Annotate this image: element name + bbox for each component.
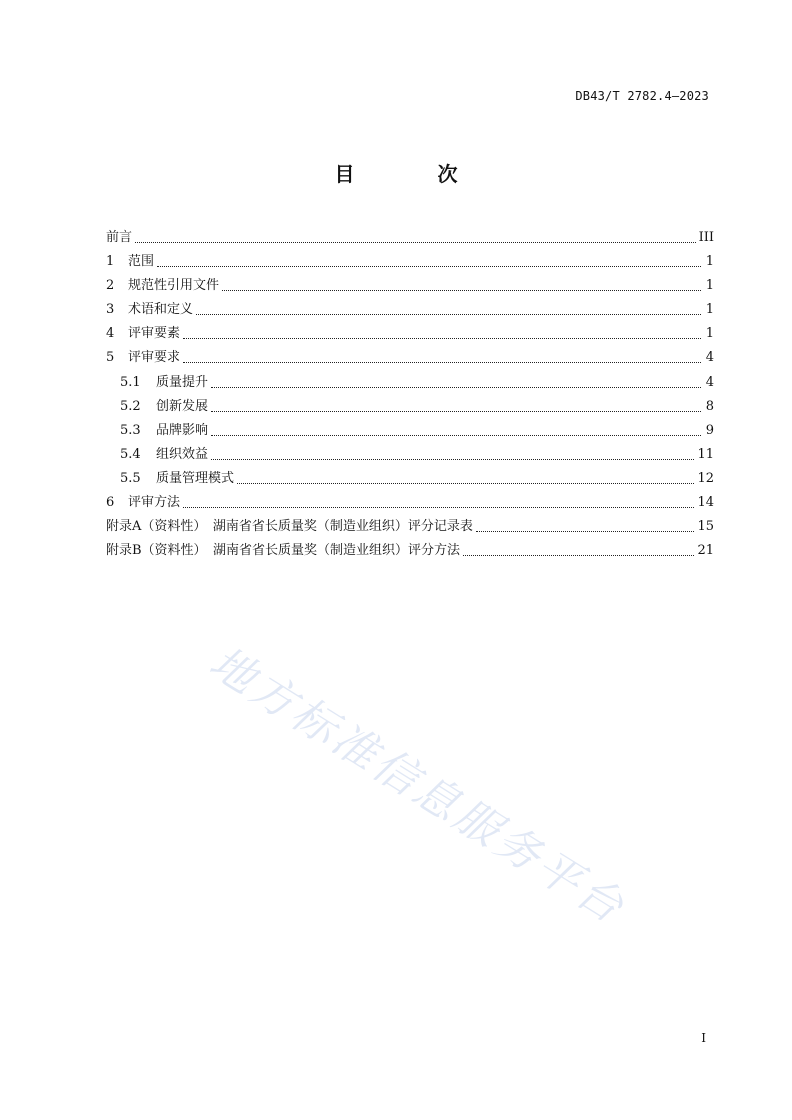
toc-entry-title: 创新发展 bbox=[156, 398, 209, 414]
toc-entry-title: 质量提升 bbox=[156, 374, 209, 390]
toc-entry-title: 附录A（资料性） 湖南省省长质量奖（制造业组织）评分记录表 bbox=[106, 519, 473, 535]
toc-dot-leader bbox=[476, 515, 695, 532]
toc-entry-number: 5.1 bbox=[120, 374, 141, 390]
toc-dot-leader bbox=[222, 274, 701, 291]
toc-dot-leader bbox=[211, 443, 694, 460]
toc-entry[interactable] bbox=[106, 272, 714, 296]
toc-entry[interactable] bbox=[106, 296, 714, 320]
toc-entry-page: 12 bbox=[697, 470, 714, 486]
toc-entry-number: 3 bbox=[106, 302, 115, 318]
toc-entry-title: 组织效益 bbox=[156, 446, 209, 462]
toc-dot-leader bbox=[183, 491, 694, 508]
toc-title: 目 次 bbox=[334, 162, 496, 186]
toc-entry-title: 规范性引用文件 bbox=[128, 278, 220, 294]
toc-entry-page: 8 bbox=[705, 398, 714, 414]
toc-entry[interactable] bbox=[106, 248, 714, 272]
toc-entry-page: 1 bbox=[705, 302, 714, 318]
toc-entry-number: 5.4 bbox=[120, 446, 141, 462]
toc-entry-number: 5.5 bbox=[120, 470, 141, 486]
document-code: DB43/T 2782.4—2023 bbox=[575, 89, 709, 103]
toc-entry[interactable] bbox=[106, 344, 714, 368]
toc-dot-leader bbox=[135, 226, 696, 243]
toc-entry-page: 11 bbox=[697, 446, 714, 462]
toc-entry[interactable] bbox=[106, 489, 714, 513]
toc-entry-number: 5.3 bbox=[120, 422, 141, 438]
toc-entry-page: 14 bbox=[697, 495, 714, 511]
toc-dot-leader bbox=[463, 539, 694, 556]
toc-entry-number: 5 bbox=[106, 350, 115, 366]
toc-entry[interactable] bbox=[106, 320, 714, 344]
toc-entry[interactable] bbox=[106, 369, 714, 393]
toc-dot-leader bbox=[211, 419, 701, 436]
toc-entry-number: 1 bbox=[106, 254, 115, 270]
toc-entry-title: 前言 bbox=[106, 230, 133, 245]
toc-entry-page: III bbox=[698, 230, 714, 245]
toc-entry-title: 评审方法 bbox=[128, 495, 181, 511]
toc-entry-number: 5.2 bbox=[120, 398, 141, 414]
toc-entry-number: 6 bbox=[106, 495, 115, 511]
page-number: I bbox=[701, 1031, 706, 1045]
toc-entry-title: 范围 bbox=[128, 254, 155, 270]
toc-entry-title: 评审要素 bbox=[128, 326, 181, 342]
toc-dot-leader bbox=[211, 371, 701, 388]
toc-entry-number: 4 bbox=[106, 326, 115, 342]
toc-entry-title: 品牌影响 bbox=[156, 422, 209, 438]
toc-entry-page: 4 bbox=[705, 350, 714, 366]
toc-entry[interactable] bbox=[106, 417, 714, 441]
toc-entry-page: 1 bbox=[705, 326, 714, 342]
toc-entry-number: 2 bbox=[106, 278, 115, 294]
toc-entry-title: 质量管理模式 bbox=[156, 470, 235, 486]
toc-entry[interactable] bbox=[106, 465, 714, 489]
watermark: 地方标准信息服务平台 bbox=[200, 637, 635, 935]
toc-entry-title: 术语和定义 bbox=[128, 302, 194, 318]
toc-entry-page: 1 bbox=[705, 278, 714, 294]
toc-dot-leader bbox=[183, 346, 701, 363]
toc-entry[interactable] bbox=[106, 393, 714, 417]
toc-entry-page: 9 bbox=[705, 422, 714, 438]
toc-entry-page: 21 bbox=[697, 543, 714, 559]
table-of-contents bbox=[106, 224, 714, 561]
toc-entry[interactable] bbox=[106, 224, 714, 248]
toc-dot-leader bbox=[196, 298, 701, 315]
toc-entry[interactable] bbox=[106, 537, 714, 561]
toc-entry[interactable] bbox=[106, 513, 714, 537]
toc-entry-title: 评审要求 bbox=[128, 350, 181, 366]
toc-entry-page: 15 bbox=[697, 519, 714, 535]
toc-dot-leader bbox=[183, 322, 701, 339]
toc-dot-leader bbox=[211, 395, 701, 412]
toc-entry-page: 1 bbox=[705, 254, 714, 270]
toc-entry[interactable] bbox=[106, 441, 714, 465]
toc-entry-page: 4 bbox=[705, 374, 714, 390]
toc-dot-leader bbox=[157, 250, 701, 267]
toc-dot-leader bbox=[237, 467, 694, 484]
toc-entry-title: 附录B（资料性） 湖南省省长质量奖（制造业组织）评分方法 bbox=[106, 543, 461, 559]
